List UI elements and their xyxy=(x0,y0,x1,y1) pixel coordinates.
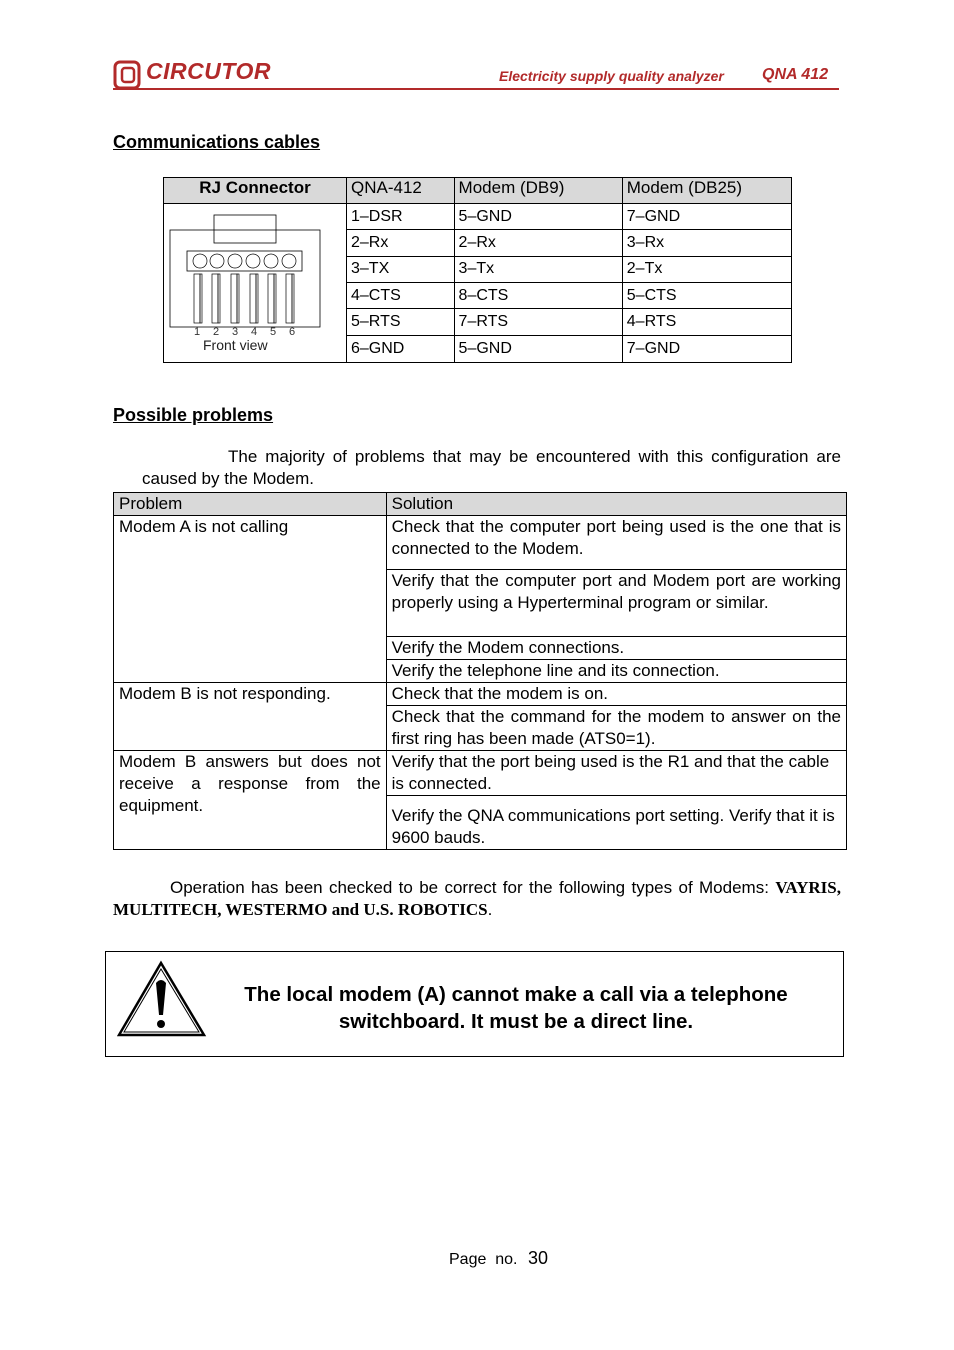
pin-label: 3 xyxy=(232,326,239,338)
solution-cell: Check that the modem is on. xyxy=(386,683,846,706)
cell-db9: 8–CTS xyxy=(454,282,622,308)
solution-cell: Check that the computer port being used is the one that is connected to the Modem. xyxy=(386,516,846,570)
rj-connector-diagram xyxy=(164,204,347,363)
pin-label: 5 xyxy=(270,326,277,338)
problems-table xyxy=(113,492,847,850)
warning-triangle-icon xyxy=(117,960,207,1038)
header-qna: QNA-412 xyxy=(347,178,455,204)
modems-end: . xyxy=(487,900,493,919)
cell-db25: 7–GND xyxy=(622,204,791,230)
page-number: 30 xyxy=(527,1248,548,1268)
cell-qna: 2–Rx xyxy=(347,230,455,256)
cell-qna: 1–DSR xyxy=(347,204,455,230)
pin-label: 4 xyxy=(251,326,258,338)
modem-models: VAYRIS, MULTITECH, WESTERMO and U.S. ROBOTICS xyxy=(113,878,841,919)
problem-cell: Modem A is not calling xyxy=(114,516,387,683)
cable-table xyxy=(163,177,792,363)
solution-cell: Verify that the computer port and Modem port are working properly using a Hyperterminal program or similar. xyxy=(386,570,846,637)
solution-cell: Verify the Modem connections. xyxy=(386,637,846,660)
cell-qna: 4–CTS xyxy=(347,282,455,308)
problem-cell: Modem B is not responding. xyxy=(114,683,387,751)
intro-paragraph xyxy=(113,446,841,490)
pin-label: 1 xyxy=(194,326,201,338)
cell-db9: 7–RTS xyxy=(454,309,622,335)
brand-name: CIRCUTOR xyxy=(146,58,271,84)
rj-connector-front-view xyxy=(164,204,346,362)
solution-cell: Verify that the port being used is the R1 and that the cable is connected. xyxy=(386,751,846,796)
cell-db25: 4–RTS xyxy=(622,309,791,335)
cell-qna: 5–RTS xyxy=(347,309,455,335)
solution-cell: Verify the telephone line and its connection. xyxy=(386,660,846,683)
header-model: QNA 412 xyxy=(762,66,829,83)
cell-db25: 2–Tx xyxy=(622,256,791,282)
cell-db9: 5–GND xyxy=(454,335,622,362)
cell-db9: 2–Rx xyxy=(454,230,622,256)
table-row xyxy=(114,683,847,706)
section-title-possible-problems: Possible problems xyxy=(113,405,274,425)
cell-db25: 7–GND xyxy=(622,335,791,362)
solution-cell: Check that the command for the modem to answer on the first ring has been made (ATS0=1). xyxy=(386,706,846,751)
cell-qna: 3–TX xyxy=(347,256,455,282)
table-row xyxy=(164,204,792,230)
header-solution: Solution xyxy=(386,493,846,516)
modems-paragraph xyxy=(113,877,841,921)
solution-cell: Verify the QNA communications port setting. Verify that it is 9600 bauds. xyxy=(386,796,846,850)
warning-text: The local modem (A) cannot make a call via a telephone switchboard. It must be a direct line. xyxy=(244,983,788,1033)
table-row xyxy=(114,751,847,796)
header-db25: Modem (DB25) xyxy=(622,178,791,204)
problems-table-header xyxy=(114,493,847,516)
cell-db9: 3–Tx xyxy=(454,256,622,282)
intro-text: The majority of problems that may be encountered with this configuration are caused by the Modem. xyxy=(142,447,841,488)
header-rj-connector: RJ Connector xyxy=(164,178,347,204)
diagram-caption: Front view xyxy=(203,337,268,353)
header-db9: Modem (DB9) xyxy=(454,178,622,204)
page-label: Page no. xyxy=(449,1251,518,1268)
cell-db25: 3–Rx xyxy=(622,230,791,256)
cable-table-header xyxy=(164,178,792,204)
problem-cell: Modem B answers but does not receive a response from the equipment. xyxy=(114,751,387,850)
section-title-communications-cables: Communications cables xyxy=(113,132,321,152)
table-row xyxy=(114,516,847,570)
header-rule xyxy=(113,88,839,90)
cell-db25: 5–CTS xyxy=(622,282,791,308)
modems-text: Operation has been checked to be correct for the following types of Modems: xyxy=(170,878,769,897)
pin-label: 6 xyxy=(289,326,296,338)
pin-label: 2 xyxy=(213,326,220,338)
cell-qna: 6–GND xyxy=(347,335,455,362)
header-subtitle: Electricity supply quality analyzer xyxy=(499,68,724,84)
page-footer xyxy=(449,1248,548,1269)
header-problem: Problem xyxy=(114,493,387,516)
cell-db9: 5–GND xyxy=(454,204,622,230)
